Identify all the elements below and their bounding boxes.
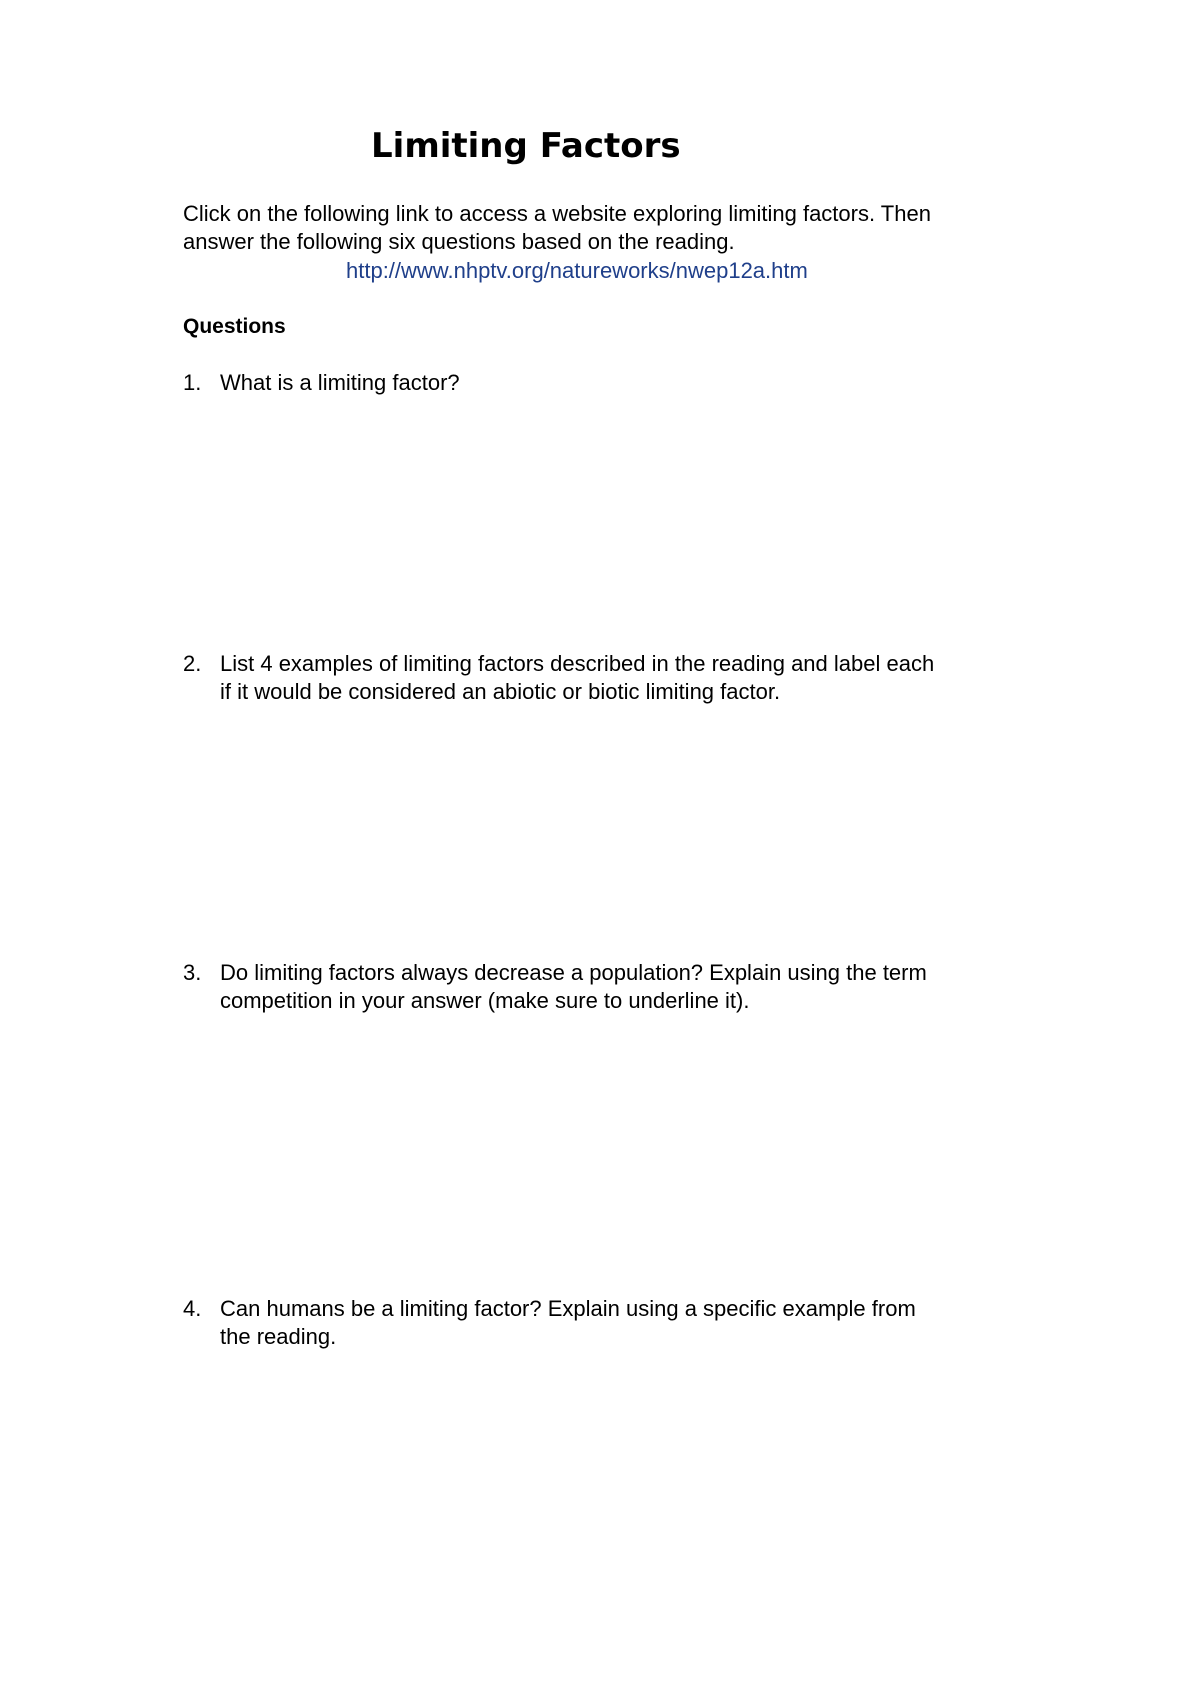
intro-line: Click on the following link to access a website exploring limiting factors. Then [183,201,931,226]
questions-heading: Questions [183,315,286,338]
question-number: 2. [183,651,202,676]
question-text [220,650,1043,706]
question-number: 1. [183,370,202,395]
intro-line: answer the following six questions based on the reading. [183,229,735,254]
question-text [220,369,1043,397]
question-line: Do limiting factors always decrease a population? Explain using the term [220,960,927,985]
question-item [183,959,1043,1015]
question-number: 4. [183,1296,202,1321]
website-link[interactable]: http://www.nhptv.org/natureworks/nwep12a.htm [346,258,808,283]
question-number: 3. [183,960,202,985]
question-line: the reading. [220,1324,337,1349]
question-item [183,1295,1043,1351]
question-line: if it would be considered an abiotic or biotic limiting factor. [220,679,781,704]
intro-paragraph [183,200,1043,256]
question-line: competition in your answer (make sure to underline it). [220,988,750,1013]
question-line: What is a limiting factor? [220,370,460,395]
question-line: Can humans be a limiting factor? Explain using a specific example from [220,1296,916,1321]
question-item [183,369,1043,397]
question-text [220,1295,1043,1351]
question-text [220,959,1043,1015]
question-item [183,650,1043,706]
question-line: List 4 examples of limiting factors described in the reading and label each [220,651,935,676]
page-title: Limiting Factors [371,126,681,166]
